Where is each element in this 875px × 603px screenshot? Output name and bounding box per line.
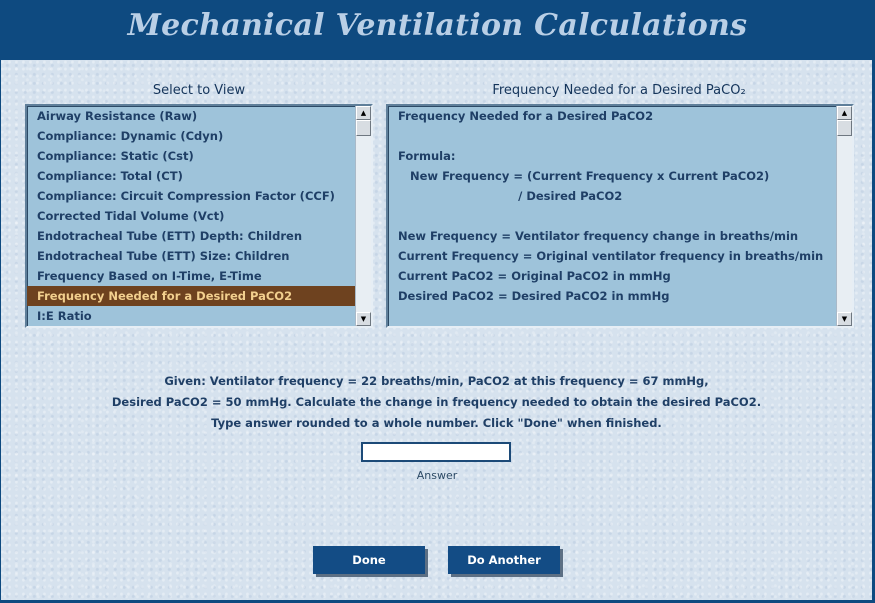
list-item-label: Corrected Tidal Volume (Vct) [37, 209, 225, 223]
list-item[interactable] [27, 146, 355, 166]
topic-list-scrollbar[interactable] [355, 106, 371, 326]
list-item-label: Frequency Based on I-Time, E-Time [37, 269, 262, 283]
detail-line: Frequency Needed for a Desired PaCO2 [398, 109, 654, 123]
list-item[interactable] [27, 266, 355, 286]
detail-scrollbar[interactable] [836, 106, 852, 326]
do-another-button[interactable]: Do Another [448, 546, 560, 574]
list-item[interactable] [27, 226, 355, 246]
list-item-label: Compliance: Dynamic (Cdyn) [37, 129, 224, 143]
list-item[interactable] [27, 206, 355, 226]
detail-line: New Frequency = Ventilator frequency change in breaths/min [398, 229, 799, 243]
list-item-label: Endotracheal Tube (ETT) Size: Children [37, 249, 290, 263]
select-to-view-heading: Select to View [152, 83, 246, 98]
page-title: Mechanical Ventilation Calculations [127, 8, 748, 43]
header-bar [0, 0, 875, 58]
answer-label: Answer [416, 469, 458, 482]
list-item-label: Airway Resistance (Raw) [37, 109, 198, 123]
scroll-thumb[interactable] [837, 120, 852, 136]
list-item-label: Compliance: Static (Cst) [37, 149, 194, 163]
question-line: Type answer rounded to a whole number. Click "Done" when finished. [211, 416, 662, 430]
list-item-label: Compliance: Circuit Compression Factor (CCF) [37, 189, 335, 203]
formula-detail-text [398, 106, 832, 326]
answer-input[interactable] [361, 442, 511, 462]
detail-heading: Frequency Needed for a Desired PaCO₂ [492, 83, 746, 98]
done-button[interactable]: Done [313, 546, 425, 574]
scroll-down-arrow-icon[interactable]: ▼ [356, 312, 371, 326]
question-line: Given: Ventilator frequency = 22 breaths/min, PaCO2 at this frequency = 67 mmHg, [164, 374, 709, 388]
question-line: Desired PaCO2 = 50 mmHg. Calculate the change in frequency needed to obtain the desired PaCO2. [111, 395, 762, 409]
detail-line: Desired PaCO2 = Desired PaCO2 in mmHg [398, 289, 670, 303]
scroll-up-arrow-icon[interactable]: ▲ [837, 106, 852, 120]
detail-line: Current Frequency = Original ventilator frequency in breaths/min [398, 249, 824, 263]
content-panel [1, 60, 874, 602]
list-item[interactable] [27, 186, 355, 206]
formula-detail-box[interactable] [386, 104, 854, 328]
list-item-selected[interactable] [27, 286, 355, 306]
scroll-thumb[interactable] [356, 120, 371, 136]
list-item[interactable] [27, 106, 355, 126]
scroll-up-arrow-icon[interactable]: ▲ [356, 106, 371, 120]
topic-list-items [27, 106, 355, 326]
question-text [1, 371, 872, 434]
list-item[interactable] [27, 126, 355, 146]
list-item[interactable] [27, 246, 355, 266]
list-item-label: Frequency Needed for a Desired PaCO2 [37, 289, 293, 303]
detail-line [398, 206, 832, 226]
detail-line: Current PaCO2 = Original PaCO2 in mmHg [398, 269, 671, 283]
detail-line: Formula: [398, 149, 456, 163]
list-item[interactable] [27, 166, 355, 186]
detail-line [398, 126, 832, 146]
list-item-label: Compliance: Total (CT) [37, 169, 183, 183]
list-item-label: I:E Ratio [37, 309, 92, 323]
list-item[interactable] [27, 306, 355, 326]
topic-list[interactable] [25, 104, 373, 328]
list-item-label: Endotracheal Tube (ETT) Depth: Children [37, 229, 303, 243]
detail-line: New Frequency = (Current Frequency x Current PaCO2) [398, 169, 770, 183]
scroll-down-arrow-icon[interactable]: ▼ [837, 312, 852, 326]
detail-line: / Desired PaCO2 [398, 189, 623, 203]
